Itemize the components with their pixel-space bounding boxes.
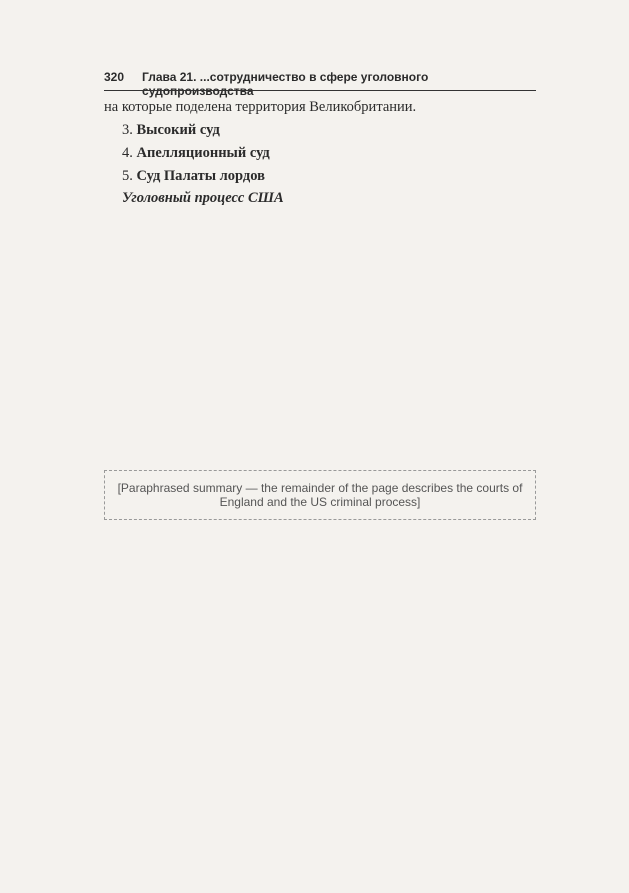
paragraph-1: на которые поделена территория Великобритании. xyxy=(104,99,417,115)
paragraph-item-4: 4. Апелляционный суд xyxy=(122,144,270,161)
paragraph-item-5: 5. Суд Палаты лордов xyxy=(122,167,265,184)
paragraph-item-3: 3. Высокий суд xyxy=(122,121,220,138)
page-body xyxy=(104,98,536,212)
running-header xyxy=(104,70,536,98)
paragraph-usa xyxy=(104,189,536,208)
header-rule xyxy=(104,90,536,91)
term-us-process: Уголовный процесс США xyxy=(122,190,284,207)
running-title: Глава 21. ...сотрудничество в сфере уголовного судопроизводства xyxy=(142,70,429,98)
term-court-of-appeal: Апелляционный суд xyxy=(136,144,270,161)
page-number: 320 xyxy=(104,70,125,84)
term-house-of-lords: Суд Палаты лордов xyxy=(136,167,265,184)
term-high-court: Высокий суд xyxy=(136,121,220,138)
summary-note: [Paraphrased summary — the remainder of the page describes the courts of England and the US criminal process] xyxy=(104,470,536,520)
